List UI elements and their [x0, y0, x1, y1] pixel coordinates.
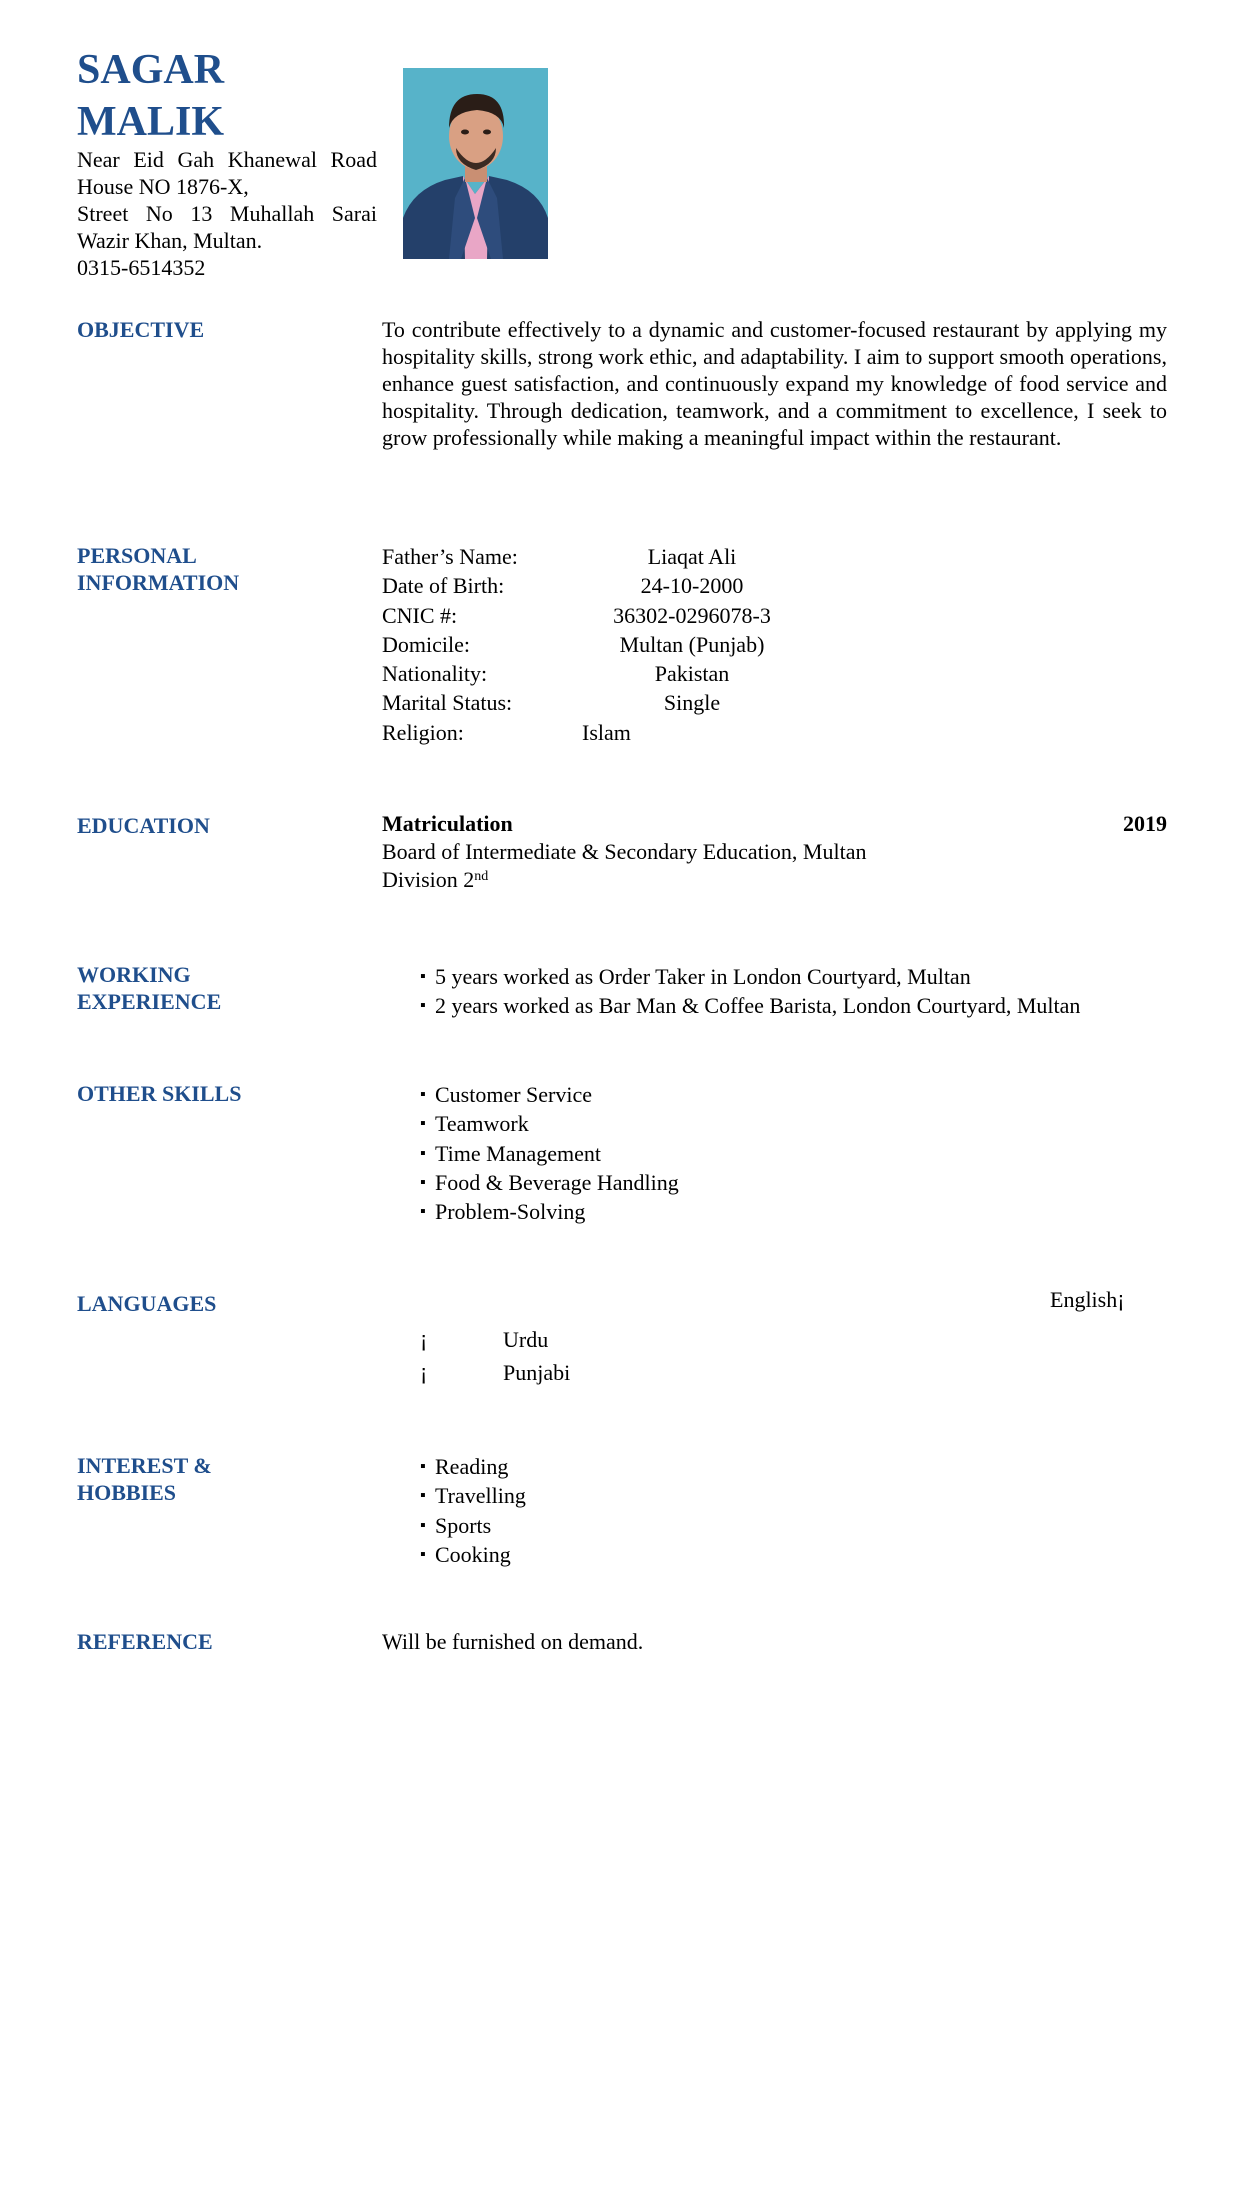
info-row-dob — [382, 571, 902, 600]
heading-line: INFORMATION — [77, 570, 240, 595]
list-item: ▪ Sports — [420, 1511, 526, 1540]
list-item: ▪ Cooking — [420, 1540, 526, 1569]
list-item: ▪ Problem-Solving — [420, 1197, 679, 1226]
heading-line: INTEREST & — [77, 1453, 212, 1478]
address-line: Wazir Khan, Multan. — [77, 228, 263, 253]
division-text: Division 2 — [382, 867, 475, 892]
section-objective-heading: OBJECTIVE — [77, 317, 205, 342]
name-first: SAGAR — [77, 47, 225, 93]
division-suffix: nd — [474, 869, 489, 884]
skills-list — [420, 1080, 679, 1226]
education-entry — [382, 810, 1167, 894]
heading-line: HOBBIES — [77, 1480, 177, 1505]
info-row-nationality — [382, 659, 902, 688]
education-year: 2019 — [1123, 811, 1167, 836]
personal-info-list — [382, 542, 902, 747]
language-name: Punjabi — [503, 1360, 571, 1385]
info-row-cnic — [382, 601, 902, 630]
info-value: 36302-0296078-3 — [613, 602, 771, 628]
section-experience-heading — [77, 961, 307, 1015]
section-personal-heading — [77, 542, 307, 596]
list-item: ▪ 2 years worked as Bar Man & Coffee Barista, London Courtyard, Multan — [420, 991, 1080, 1020]
list-item: ▪ Teamwork — [420, 1109, 679, 1138]
list-item: ▪ Travelling — [420, 1481, 526, 1510]
language-marker: ¡ — [420, 1360, 428, 1385]
info-value: Islam — [582, 719, 631, 745]
heading-line: EXPERIENCE — [77, 989, 222, 1014]
experience-list — [420, 962, 1080, 1021]
info-row-religion — [382, 718, 902, 747]
info-value: Single — [663, 690, 721, 716]
name-last: MALIK — [77, 99, 224, 145]
section-education-heading: EDUCATION — [77, 813, 210, 838]
heading-line: PERSONAL — [77, 543, 197, 568]
section-languages-heading: LANGUAGES — [77, 1291, 217, 1316]
education-degree: Matriculation — [382, 811, 513, 836]
language-name: English — [1050, 1287, 1118, 1312]
language-name: Urdu — [503, 1327, 549, 1352]
language-english — [1050, 1286, 1125, 1313]
info-value: Multan (Punjab) — [619, 631, 765, 657]
candidate-name — [77, 44, 224, 148]
info-value: Liaqat Ali — [647, 544, 737, 569]
heading-line: WORKING — [77, 962, 191, 987]
reference-text: Will be furnished on demand. — [382, 1629, 644, 1654]
language-marker: ¡ — [1117, 1287, 1125, 1312]
profile-photo — [403, 68, 548, 259]
info-label: CNIC #: — [382, 602, 458, 628]
objective-text: To contribute effectively to a dynamic and customer-focused restaurant by applying my hospitality skills, strong work ethic, and adaptability. I aim to support smooth operations, enhance guest satisfaction, and continuously expand my knowledge of food service and hospitality. Through dedication, teamwork, and a commitment to excellence, I seek to grow professionally while making a meaningful impact within the restaurant. — [382, 317, 1167, 450]
info-label: Marital Status: — [382, 690, 513, 716]
list-item: ▪ Time Management — [420, 1139, 679, 1168]
info-row-marital-status — [382, 688, 902, 717]
list-item: ▪ Food & Beverage Handling — [420, 1168, 679, 1197]
section-hobbies-heading — [77, 1452, 307, 1506]
list-item: ▪ 5 years worked as Order Taker in London Courtyard, Multan — [420, 962, 1080, 991]
address-line: House NO 1876-X, — [77, 174, 249, 199]
info-label: Date of Birth: — [382, 573, 505, 599]
info-value: 24-10-2000 — [640, 573, 744, 599]
language-marker: ¡ — [420, 1327, 428, 1352]
section-skills-heading: OTHER SKILLS — [77, 1081, 242, 1106]
info-row-domicile — [382, 630, 902, 659]
info-label: Father’s Name: — [382, 544, 518, 569]
education-division — [382, 866, 1167, 894]
education-board: Board of Intermediate & Secondary Education, Multan — [382, 839, 867, 864]
info-value: Pakistan — [654, 661, 730, 687]
info-label: Nationality: — [382, 661, 488, 687]
address-line: Near Eid Gah Khanewal Road — [77, 147, 377, 172]
list-item: ▪ Reading — [420, 1452, 526, 1481]
list-item: ▪ Customer Service — [420, 1080, 679, 1109]
contact-address — [77, 146, 377, 281]
info-label: Religion: — [382, 719, 464, 745]
hobbies-list — [420, 1452, 526, 1569]
section-reference-heading: REFERENCE — [77, 1629, 213, 1654]
address-line: Street No 13 Muhallah Sarai — [77, 201, 377, 226]
info-row-father — [382, 542, 902, 571]
phone-number: 0315-6514352 — [77, 255, 206, 280]
info-label: Domicile: — [382, 631, 470, 657]
